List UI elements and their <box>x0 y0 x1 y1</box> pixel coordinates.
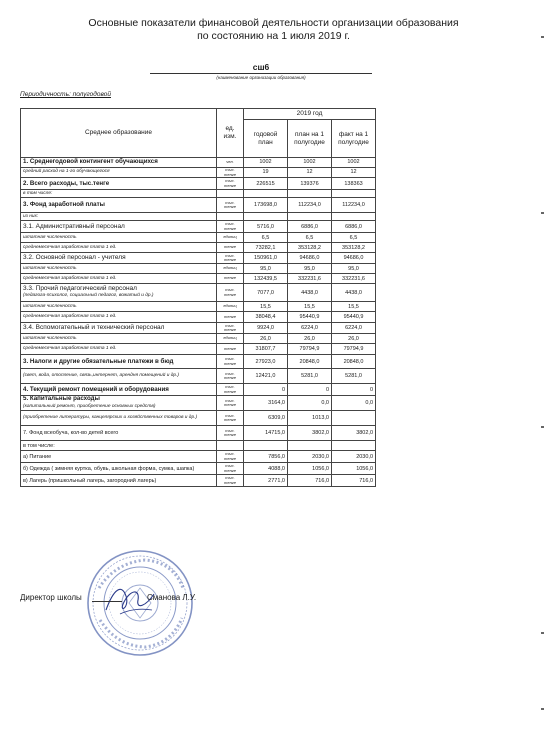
row-unit <box>217 441 244 451</box>
cell-fact <box>332 441 376 451</box>
header-col-unit: ед. изм. <box>217 109 244 158</box>
cell-fact <box>332 190 376 198</box>
cell-plan: 6224,0 <box>288 323 332 334</box>
table-row <box>21 426 376 441</box>
cell-plan: 95440,9 <box>288 312 332 323</box>
cell-plan: 4438,0 <box>288 284 332 302</box>
row-label <box>21 396 217 411</box>
row-label-text: 3.2. Основной персонал - учителя <box>23 254 126 262</box>
cell-annual: 7856,0 <box>244 451 288 463</box>
table-row <box>21 411 376 426</box>
row-label <box>21 312 217 323</box>
cell-fact: 95,0 <box>332 264 376 274</box>
cell-plan: 20848,0 <box>288 355 332 369</box>
cell-annual: 38048,4 <box>244 312 288 323</box>
cell-fact: 94686,0 <box>332 253 376 264</box>
row-label <box>21 463 217 475</box>
row-label-text: 3. Налоги и другие обязательные платежи в бюд <box>23 357 174 365</box>
cell-fact: 20848,0 <box>332 355 376 369</box>
row-label-text: а) Питание <box>23 453 52 460</box>
table-row <box>21 264 376 274</box>
row-label <box>21 190 217 198</box>
cell-plan <box>288 213 332 221</box>
cell-annual: 132439,5 <box>244 274 288 284</box>
financial-table <box>20 108 376 487</box>
org-name: сш6 <box>252 62 270 72</box>
row-unit <box>217 213 244 221</box>
table-row <box>21 274 376 284</box>
row-label-text: штатная численность <box>23 335 77 341</box>
cell-plan: 332231,6 <box>288 274 332 284</box>
row-unit: единиц <box>217 264 244 274</box>
row-unit: тыс. тенге <box>217 463 244 475</box>
row-label-text: штатная численность <box>23 265 77 271</box>
row-label-text: в) Лагерь (пришкольный лагерь, загородний лагерь) <box>23 477 157 484</box>
row-label-text: 3.4. Вспомогательный и технический персонал <box>23 324 165 332</box>
cell-fact: 95440,9 <box>332 312 376 323</box>
row-label <box>21 284 217 302</box>
report-title: Основные показатели финансовой деятельности организации образования <box>88 17 459 29</box>
cell-annual: 2771,0 <box>244 475 288 487</box>
cell-plan: 12 <box>288 168 332 178</box>
cell-fact: 79794,9 <box>332 344 376 355</box>
cell-fact: 3802,0 <box>332 426 376 441</box>
cell-annual: 9924,0 <box>244 323 288 334</box>
row-label-text: б) Одежда ( зимняя куртка, обувь, школьная форма, сумка, шапка) <box>23 465 195 472</box>
cell-fact: 1056,0 <box>332 463 376 475</box>
cell-annual: 31807,7 <box>244 344 288 355</box>
cell-fact: 2030,0 <box>332 451 376 463</box>
row-label <box>21 384 217 396</box>
cell-annual: 73282,1 <box>244 243 288 253</box>
table-row <box>21 284 376 302</box>
table-row <box>21 323 376 334</box>
row-label-text: (приобретение литературы, канцелярских и хозяйственных товаров и др.) <box>23 415 198 421</box>
row-label <box>21 426 217 441</box>
signature-line <box>92 601 122 602</box>
row-label <box>21 334 217 344</box>
header-col-plan-h1: план на 1 полугодие <box>288 120 332 158</box>
row-unit: тыс. тенге <box>217 451 244 463</box>
cell-annual: 12421,0 <box>244 369 288 384</box>
table-row <box>21 312 376 323</box>
cell-fact: 138363 <box>332 178 376 190</box>
row-unit: чел. <box>217 158 244 168</box>
row-label <box>21 274 217 284</box>
cell-annual <box>244 213 288 221</box>
cell-annual: 14715,0 <box>244 426 288 441</box>
cell-plan: 716,0 <box>288 475 332 487</box>
cell-plan: 1056,0 <box>288 463 332 475</box>
cell-plan: 1002 <box>288 158 332 168</box>
row-label-text: 4. Текущий ремонт помещений и оборудования <box>23 385 169 393</box>
table-row <box>21 334 376 344</box>
table-row <box>21 475 376 487</box>
cell-fact <box>332 411 376 426</box>
cell-annual: 0 <box>244 384 288 396</box>
row-label <box>21 221 217 233</box>
row-label-text: 7. Фонд всеобуча, кол-во детей всего <box>23 430 119 437</box>
cell-annual: 173698,0 <box>244 198 288 213</box>
cell-annual: 3164,0 <box>244 396 288 411</box>
row-label <box>21 369 217 384</box>
scan-edge-mark <box>541 632 544 634</box>
row-unit: тыс. тенге <box>217 253 244 264</box>
row-label <box>21 451 217 463</box>
cell-fact: 15,5 <box>332 302 376 312</box>
row-label-text: 1. Среднегодовой контингент обучающихся <box>23 158 158 166</box>
row-label <box>21 411 217 426</box>
table-row <box>21 190 376 198</box>
cell-plan: 139376 <box>288 178 332 190</box>
cell-plan: 0 <box>288 384 332 396</box>
row-unit: тыс. тенге <box>217 168 244 178</box>
table-row <box>21 168 376 178</box>
cell-annual: 27923,0 <box>244 355 288 369</box>
row-unit: тыс. тенге <box>217 369 244 384</box>
cell-plan: 6886,0 <box>288 221 332 233</box>
cell-annual: 226515 <box>244 178 288 190</box>
table-row <box>21 355 376 369</box>
cell-plan: 1013,0 <box>288 411 332 426</box>
row-label <box>21 243 217 253</box>
table-row <box>21 233 376 243</box>
header-col-annual: годовой план <box>244 120 288 158</box>
cell-fact: 332231,6 <box>332 274 376 284</box>
table-row <box>21 178 376 190</box>
cell-plan: 5281,0 <box>288 369 332 384</box>
row-label-text: штатная численность <box>23 234 77 240</box>
cell-fact: 6,5 <box>332 233 376 243</box>
table-row <box>21 253 376 264</box>
row-sublabel: (капитальный ремонт, приобретение основных средств) <box>23 403 156 409</box>
row-label <box>21 168 217 178</box>
table-row <box>21 463 376 475</box>
cell-fact: 1002 <box>332 158 376 168</box>
cell-fact: 0 <box>332 384 376 396</box>
table-header-row <box>21 109 376 120</box>
cell-annual: 150961,0 <box>244 253 288 264</box>
table-row <box>21 213 376 221</box>
row-label-text: 3.3. Прочий педагогический персонал <box>23 284 137 292</box>
row-unit: тыс. тенге <box>217 221 244 233</box>
cell-annual: 1002 <box>244 158 288 168</box>
cell-fact: 6886,0 <box>332 221 376 233</box>
row-unit: единиц <box>217 302 244 312</box>
row-label-text: среднемесячная заработная плата 1 ед. <box>23 275 117 281</box>
report-date: по состоянию на 1 июля 2019 г. <box>197 30 350 42</box>
row-label <box>21 178 217 190</box>
row-label-text: среднемесячная заработная плата 1 ед. <box>23 346 117 352</box>
row-unit: тенге <box>217 274 244 284</box>
cell-annual <box>244 441 288 451</box>
director-name: Сманова Л.У. <box>147 593 197 602</box>
cell-plan <box>288 190 332 198</box>
row-label-text: 5. Капитальные расходы <box>23 395 100 403</box>
cell-plan: 15,5 <box>288 302 332 312</box>
cell-fact <box>332 213 376 221</box>
row-unit: тыс. тенге <box>217 426 244 441</box>
cell-plan: 353128,2 <box>288 243 332 253</box>
row-unit: тыс. тенге <box>217 355 244 369</box>
org-caption: (наименование организации образования) <box>216 75 306 80</box>
row-unit: тыс. тенге <box>217 384 244 396</box>
row-unit: тыс. тенге <box>217 475 244 487</box>
director-label: Директор школы <box>20 593 82 602</box>
cell-annual: 4088,0 <box>244 463 288 475</box>
row-unit: единиц <box>217 334 244 344</box>
row-label <box>21 198 217 213</box>
row-label-text: 3.1. Административный персонал <box>23 222 125 230</box>
cell-annual: 6309,0 <box>244 411 288 426</box>
table-row <box>21 158 376 168</box>
row-unit: тыс. тенге <box>217 198 244 213</box>
scan-edge-mark <box>541 36 544 38</box>
cell-annual <box>244 190 288 198</box>
table-row <box>21 221 376 233</box>
row-label <box>21 253 217 264</box>
cell-plan: 95,0 <box>288 264 332 274</box>
table-row <box>21 302 376 312</box>
row-unit: единиц <box>217 233 244 243</box>
row-label-text: штатная численность <box>23 303 77 309</box>
table-row <box>21 396 376 411</box>
row-label-text: в том числе: <box>23 190 53 196</box>
row-label <box>21 355 217 369</box>
scan-edge-mark <box>541 426 544 428</box>
cell-plan: 0,0 <box>288 396 332 411</box>
table-row <box>21 369 376 384</box>
cell-plan: 3802,0 <box>288 426 332 441</box>
cell-annual: 95,0 <box>244 264 288 274</box>
row-unit <box>217 190 244 198</box>
table-row <box>21 384 376 396</box>
cell-fact: 112234,0 <box>332 198 376 213</box>
row-label-text: среднемесячная заработная плата 1 ед. <box>23 244 117 250</box>
cell-plan: 112234,0 <box>288 198 332 213</box>
cell-plan: 79794,9 <box>288 344 332 355</box>
periodicity: Периодичность: полугодовой <box>20 91 111 98</box>
row-unit: тенге <box>217 344 244 355</box>
row-unit: тенге <box>217 243 244 253</box>
cell-annual: 6,5 <box>244 233 288 243</box>
row-label <box>21 264 217 274</box>
row-label-text: 3. Фонд заработной платы <box>23 201 105 209</box>
row-label-text: из них: <box>23 213 39 219</box>
row-label-text: средний расход на 1-го обучающегося <box>23 169 110 175</box>
row-unit: тыс. тенге <box>217 411 244 426</box>
scan-edge-mark <box>541 212 544 214</box>
header-col-fact-h1: факт на 1 полугодие <box>332 120 376 158</box>
row-label <box>21 344 217 355</box>
cell-fact: 6224,0 <box>332 323 376 334</box>
cell-fact: 0,0 <box>332 396 376 411</box>
cell-annual: 7077,0 <box>244 284 288 302</box>
row-label-text: (свет, вода, отопление, связь,интернет, арендня помещений и др.) <box>23 373 179 379</box>
table-row <box>21 243 376 253</box>
cell-fact: 26,0 <box>332 334 376 344</box>
row-label <box>21 441 217 451</box>
scan-edge-mark <box>541 708 544 710</box>
cell-annual: 19 <box>244 168 288 178</box>
table-row <box>21 441 376 451</box>
row-label <box>21 475 217 487</box>
cell-fact: 716,0 <box>332 475 376 487</box>
cell-fact: 12 <box>332 168 376 178</box>
header-year: 2019 год <box>244 109 376 120</box>
table-row <box>21 198 376 213</box>
row-label-text: в том числе: <box>23 442 55 449</box>
row-label <box>21 158 217 168</box>
table-row <box>21 451 376 463</box>
row-label <box>21 233 217 243</box>
table-row <box>21 344 376 355</box>
cell-fact: 4438,0 <box>332 284 376 302</box>
row-unit: тыс. тенге <box>217 323 244 334</box>
cell-plan <box>288 441 332 451</box>
header-col-name: Среднее образование <box>21 109 217 158</box>
cell-annual: 15,5 <box>244 302 288 312</box>
cell-annual: 5716,0 <box>244 221 288 233</box>
cell-plan: 26,0 <box>288 334 332 344</box>
row-unit: тыс. тенге <box>217 396 244 411</box>
row-sublabel: (педагога-психолог, социальный педагог, вожатый и др.) <box>23 293 154 299</box>
cell-fact: 5281,0 <box>332 369 376 384</box>
row-label <box>21 302 217 312</box>
row-label <box>21 323 217 334</box>
row-unit: тыс. тенге <box>217 178 244 190</box>
cell-plan: 94686,0 <box>288 253 332 264</box>
cell-annual: 26,0 <box>244 334 288 344</box>
row-label <box>21 213 217 221</box>
row-label-text: среднемесячная заработная плата 1 ед. <box>23 314 117 320</box>
cell-fact: 353128,2 <box>332 243 376 253</box>
cell-plan: 2030,0 <box>288 451 332 463</box>
row-unit: тыс. тенге <box>217 284 244 302</box>
row-unit: тенге <box>217 312 244 323</box>
org-underline <box>150 73 372 74</box>
cell-plan: 6,5 <box>288 233 332 243</box>
row-label-text: 2. Всего расходы, тыс.тенге <box>23 179 110 187</box>
